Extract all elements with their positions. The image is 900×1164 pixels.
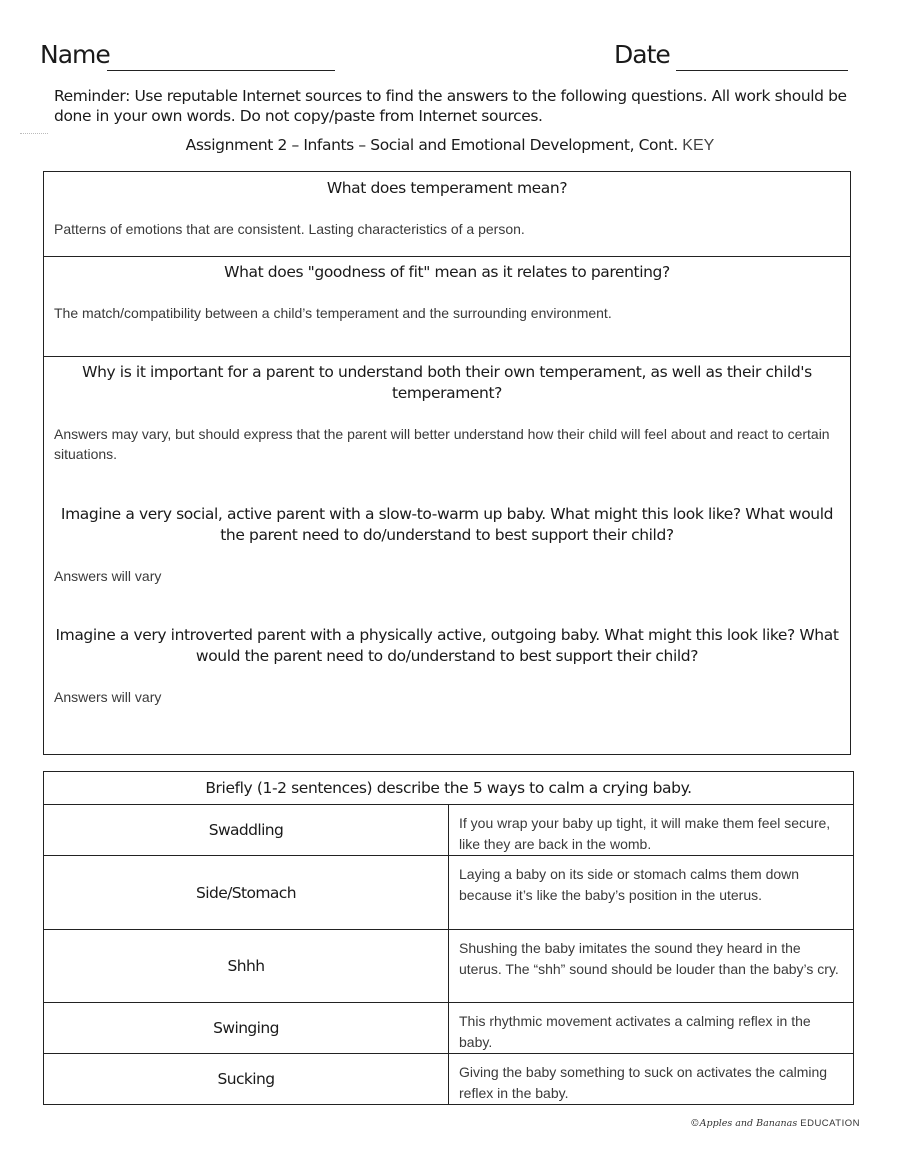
method-term: Swaddling xyxy=(44,805,449,856)
footer-brand: ©Apples and Bananas xyxy=(690,1118,798,1129)
method-term: Side/Stomach xyxy=(44,856,449,930)
question-3: Why is it important for a parent to understand both their own temperament, as well as their child's temperament? xyxy=(82,363,812,402)
assignment-title-text: Assignment 2 – Infants – Social and Emotional Development, Cont. xyxy=(185,136,678,154)
table-row xyxy=(44,805,854,856)
method-description: If you wrap your baby up tight, it will make them feel secure, like they are back in the womb. xyxy=(449,805,854,856)
answer-2: The match/compatibility between a child’s temperament and the surrounding environment. xyxy=(54,305,612,321)
date-blank xyxy=(676,70,848,71)
method-description: Shushing the baby imitates the sound they heard in the uterus. The “shh” sound should be louder than the baby’s cry. xyxy=(449,930,854,1003)
reminder-text: Reminder: Use reputable Internet sources to find the answers to the following questions. All work should be done in your own words. Do not copy/paste from Internet sources. xyxy=(54,87,847,125)
question-4: Imagine a very social, active parent with a slow-to-warm up baby. What might this look like? What would the parent need to do/understand to best support their child? xyxy=(60,505,834,544)
table-header-row xyxy=(44,772,854,805)
answer-1: Patterns of emotions that are consistent. Lasting characteristics of a person. xyxy=(54,221,525,237)
method-description: This rhythmic movement activates a calming reflex in the baby. xyxy=(449,1003,854,1054)
answer-4: Answers will vary xyxy=(54,568,162,584)
date-label: Date xyxy=(614,40,670,69)
calm-table-title: Briefly (1-2 sentences) describe the 5 ways to calm a crying baby. xyxy=(44,772,854,805)
answer-3: Answers may vary, but should express that the parent will better understand how their child will feel about and react to certain situations. xyxy=(54,426,830,462)
question-2: What does "goodness of fit" mean as it relates to parenting? xyxy=(224,263,670,281)
table-row xyxy=(44,856,854,930)
key-label: KEY xyxy=(682,137,715,154)
questions-box xyxy=(43,171,851,755)
calm-methods-table xyxy=(43,771,854,1105)
table-row xyxy=(44,930,854,1003)
answer-5: Answers will vary xyxy=(54,689,162,705)
method-term: Shhh xyxy=(44,930,449,1003)
method-term: Sucking xyxy=(44,1054,449,1105)
question-divider xyxy=(44,356,850,357)
table-row xyxy=(44,1003,854,1054)
question-1: What does temperament mean? xyxy=(326,179,568,197)
method-description: Laying a baby on its side or stomach calms them down because it’s like the baby’s position in the uterus. xyxy=(449,856,854,930)
footer-logo xyxy=(690,1118,860,1129)
question-divider xyxy=(44,256,850,257)
question-5: Imagine a very introverted parent with a physically active, outgoing baby. What might this look like? What would the parent need to do/understand to best support their child? xyxy=(55,626,839,665)
name-blank xyxy=(107,70,335,71)
method-description: Giving the baby something to suck on activates the calming reflex in the baby. xyxy=(449,1054,854,1105)
assignment-title xyxy=(0,136,900,155)
footer-brand-suffix: EDUCATION xyxy=(800,1118,860,1129)
name-label: Name xyxy=(40,40,110,69)
table-row xyxy=(44,1054,854,1105)
method-term: Swinging xyxy=(44,1003,449,1054)
scan-mark xyxy=(20,133,48,134)
